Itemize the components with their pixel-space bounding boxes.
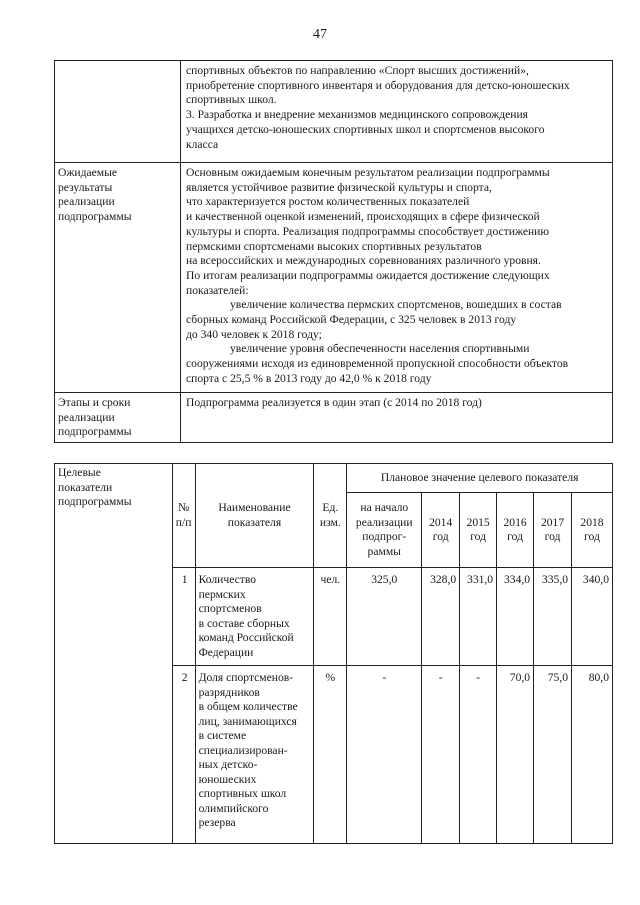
row-value-2014: 328,0 xyxy=(422,568,460,666)
text-line: спортивных объектов по направлению «Спорт высших достижений», xyxy=(186,64,529,77)
text-line: учащихся детско-юношеских спортивных школ и спортсменов высокого xyxy=(186,122,545,136)
header-year-2014 xyxy=(422,493,460,568)
name-line: олимпийского xyxy=(198,801,269,815)
row-label-stages xyxy=(55,393,181,443)
passport-row-expected-results xyxy=(55,163,613,393)
name-line: спортсменов xyxy=(198,602,262,615)
name-line: Федерации xyxy=(198,645,254,659)
header-line: 2015 xyxy=(466,515,490,529)
header-line: год xyxy=(507,530,523,543)
label-line: Этапы и сроки xyxy=(58,396,131,409)
header-year-2016 xyxy=(497,493,534,568)
row-value-2015: 331,0 xyxy=(460,568,497,666)
bullet-line: увеличение уровня обеспеченности населения спортивными xyxy=(230,342,530,356)
text-line: является устойчивое развитие физической культуры и спорта, xyxy=(186,180,492,194)
row-start-value: 325,0 xyxy=(347,568,422,666)
text-line: 3. Разработка и внедрение механизмов медицинского сопровождения xyxy=(186,108,528,122)
row-num: 2 xyxy=(172,666,195,844)
label-line: подпрограммы xyxy=(58,425,132,439)
header-line: год xyxy=(432,530,449,543)
header-line: год xyxy=(470,530,487,543)
row-unit: % xyxy=(314,666,347,844)
label-line: Целевые xyxy=(58,466,101,479)
name-line: в составе сборных xyxy=(198,616,290,630)
passport-row-tasks xyxy=(55,61,613,163)
header-year-2015 xyxy=(460,493,497,568)
text-line: сооружениями исходя из единовременной пропускной способности объектов xyxy=(186,357,569,371)
text-line: на всероссийских и международных соревнованиях различного уровня. xyxy=(186,254,541,268)
header-line: 2016 xyxy=(503,515,527,529)
name-line: юношеских xyxy=(198,772,257,786)
header-line: № xyxy=(178,501,190,514)
label-line: подпрограммы xyxy=(58,210,132,224)
header-line: показателя xyxy=(227,515,282,529)
bullet-line: увеличение количества пермских спортсменов, вошедших в состав xyxy=(230,298,562,312)
row-start-value: - xyxy=(347,666,422,844)
name-line: лиц, занимающихся xyxy=(198,714,297,728)
header-line: год xyxy=(544,530,561,543)
row-value-2014: - xyxy=(422,666,460,844)
name-line: Доля спортсменов- xyxy=(198,671,294,684)
row-name xyxy=(195,568,314,666)
name-line: команд Российской xyxy=(198,631,294,644)
text-line: спортивных школ. xyxy=(186,93,277,107)
name-line: резерва xyxy=(198,816,236,829)
header-plan-title: Плановое значение целевого показателя xyxy=(347,464,613,493)
header-line: на начало xyxy=(360,501,409,514)
text-line: сборных команд Российской Федерации, с 325 человек в 2013 году xyxy=(186,313,517,327)
row-value-2018: 80,0 xyxy=(572,666,613,844)
header-line: изм. xyxy=(319,515,341,529)
header-unit xyxy=(314,464,347,568)
text-line: класса xyxy=(186,137,219,151)
header-year-2018 xyxy=(572,493,613,568)
row-label-empty xyxy=(55,61,181,163)
label-line: результаты xyxy=(58,180,113,194)
name-line: ных детско- xyxy=(198,758,258,771)
header-line: год xyxy=(584,530,600,543)
label-line: реализации xyxy=(58,410,115,424)
row-value-2018: 340,0 xyxy=(572,568,613,666)
header-num xyxy=(172,464,195,568)
header-line: п/п xyxy=(175,515,192,529)
header-line: реализации xyxy=(355,515,413,529)
text-line: до 340 человек к 2018 году; xyxy=(186,327,322,341)
text-line: показателей: xyxy=(186,283,249,297)
text-line: что характеризуется ростом количественных показателей xyxy=(186,195,470,209)
label-line: Ожидаемые xyxy=(58,166,118,179)
text-line: приобретение спортивного инвентаря и оборудования для детско-юношеских xyxy=(186,78,570,92)
passport-table xyxy=(54,60,613,443)
row-value-2017: 335,0 xyxy=(534,568,572,666)
row-value-2016: 70,0 xyxy=(497,666,534,844)
row-value-2015: - xyxy=(460,666,497,844)
header-line: 2018 xyxy=(580,515,604,529)
row-label-expected-results xyxy=(55,163,181,393)
text-line: По итогам реализации подпрограммы ожидается достижение следующих xyxy=(186,268,550,282)
text-line: культуры и спорта. Реализация подпрограммы способствует достижению xyxy=(186,224,550,238)
name-line: спортивных школ xyxy=(198,787,287,800)
tasks-text xyxy=(181,61,613,163)
stages-text: Подпрограмма реализуется в один этап (с 2014 по 2018 год) xyxy=(181,393,613,443)
header-line: Ед. xyxy=(322,501,339,514)
header-line: 2017 xyxy=(540,515,565,529)
name-line: разрядников xyxy=(198,685,260,699)
label-line: реализации xyxy=(58,195,115,209)
text-line: спорта с 25,5 % в 2013 году до 42,0 % к 2018 году xyxy=(186,371,432,385)
name-line: Количество xyxy=(198,573,257,586)
text-line: и качественной оценкой изменений, происходящих в сфере физической xyxy=(186,210,540,224)
header-start xyxy=(347,493,422,568)
name-line: пермских xyxy=(198,587,246,601)
page-number: 47 xyxy=(313,27,327,42)
header-year-2017 xyxy=(534,493,572,568)
name-line: в системе xyxy=(198,729,247,742)
label-line: показатели xyxy=(58,480,113,494)
passport-row-stages xyxy=(55,393,613,443)
header-line: 2014 xyxy=(429,515,453,529)
header-name xyxy=(195,464,314,568)
name-line: специализирован- xyxy=(198,743,288,757)
label-line: подпрограммы xyxy=(58,495,132,508)
name-line: в общем количестве xyxy=(198,700,298,713)
header-line: Наименование xyxy=(218,501,291,514)
expected-results-text xyxy=(181,163,613,393)
header-line: подпрог- xyxy=(362,530,407,543)
row-value-2017: 75,0 xyxy=(534,666,572,844)
indicators-table xyxy=(54,463,613,844)
row-name xyxy=(195,666,314,844)
text-line: Основным ожидаемым конечным результатом реализации подпрограммы xyxy=(186,166,550,179)
row-num: 1 xyxy=(172,568,195,666)
row-value-2016: 334,0 xyxy=(497,568,534,666)
header-line: раммы xyxy=(367,544,401,558)
text-line: пермскими спортсменами высоких спортивных результатов xyxy=(186,239,482,253)
section-label-indicators xyxy=(55,464,173,844)
row-unit: чел. xyxy=(314,568,347,666)
